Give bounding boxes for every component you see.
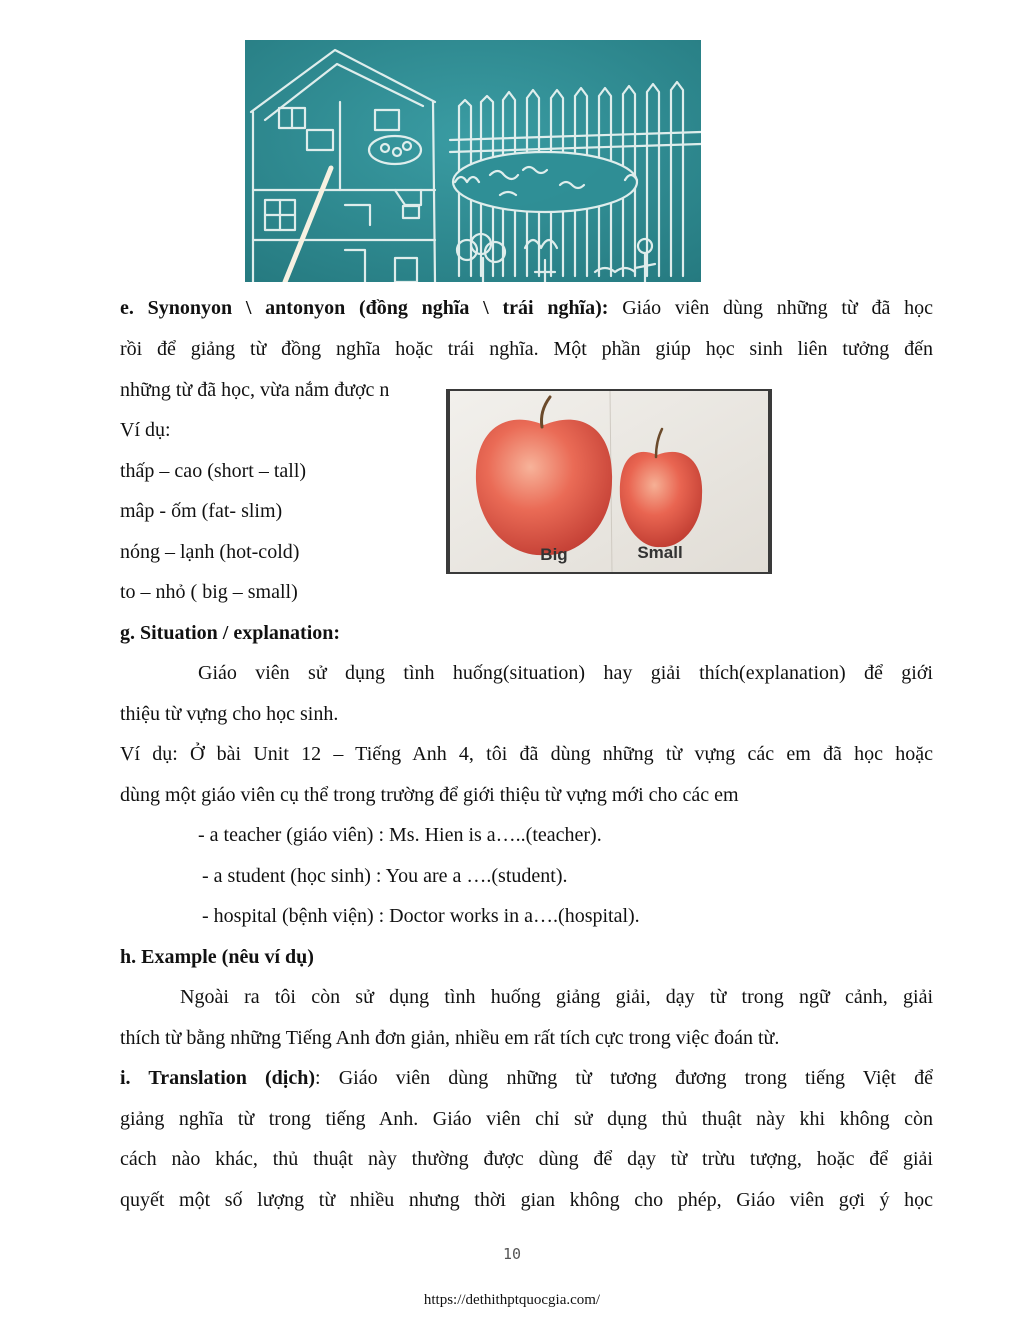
- example-item: nóng – lạnh (hot-cold): [120, 541, 300, 563]
- section-h-heading: h. Example (nêu ví dụ): [120, 946, 314, 968]
- section-h-line-1: Ngoài ra tôi còn sử dụng tình huống giảng giải, dạy từ trong ngữ cảnh, giải: [180, 986, 933, 1008]
- section-g-example-line-2: dùng một giáo viên cụ thể trong trường để giới thiệu từ vựng mới cho các em: [120, 784, 739, 806]
- section-e-example-label: Ví dụ:: [120, 419, 171, 441]
- section-i-line-2: giảng nghĩa từ trong tiếng Anh. Giáo viên chỉ sử dụng thủ thuật này khi không còn: [120, 1108, 933, 1130]
- section-i-line-1: [120, 1066, 933, 1090]
- apples-svg: [446, 389, 772, 574]
- small-label: Small: [637, 543, 683, 562]
- footer-url-link[interactable]: https://dethithptquocgia.com/: [423, 1292, 601, 1308]
- section-e-line-3: những từ đã học, vừa nắm được n: [120, 379, 390, 401]
- section-e-line-1: [120, 296, 933, 320]
- section-g-paragraph-line-1: Giáo viên sử dụng tình huống(situation) hay giải thích(explanation) để giới: [198, 662, 933, 684]
- section-e-heading: e. Synonyon \ antonyon (đồng nghĩa \ trái nghĩa):: [120, 297, 609, 319]
- apples-photo: [446, 389, 772, 574]
- example-item: thấp – cao (short – tall): [120, 460, 307, 482]
- page-number: 10: [502, 1245, 522, 1263]
- big-label: Big: [540, 545, 568, 564]
- section-i-line-3: cách nào khác, thủ thuật này thường được dùng để dạy từ trừu tượng, hoặc để giải: [120, 1148, 933, 1170]
- section-i-heading: i. Translation (dịch): [120, 1067, 316, 1089]
- section-g-heading: g. Situation / explanation:: [120, 622, 341, 644]
- section-e-intro: Giáo viên dùng những từ đã học: [608, 297, 933, 319]
- chalkboard-drawing-svg: [245, 40, 701, 282]
- vocab-item: - a student (học sinh) : You are a ….(student).: [202, 865, 568, 887]
- section-g-example-line-1: Ví dụ: Ở bài Unit 12 – Tiếng Anh 4, tôi đã dùng những từ vựng các em đã học hoặc: [120, 743, 933, 765]
- section-h-line-2: thích từ bằng những Tiếng Anh đơn giản, nhiều em rất tích cực trong việc đoán từ.: [120, 1027, 780, 1049]
- section-i-intro: : Giáo viên dùng những từ tương đương trong tiếng Việt để: [315, 1067, 933, 1089]
- vocab-item: - a teacher (giáo viên) : Ms. Hien is a…..(teacher).: [198, 824, 602, 846]
- example-item: mâp - ốm (fat- slim): [120, 500, 283, 522]
- chalkboard-drawing-image: [245, 40, 701, 282]
- vocab-item: - hospital (bệnh viện) : Doctor works in a….(hospital).: [202, 905, 640, 927]
- section-g-paragraph-line-2: thiệu từ vựng cho học sinh.: [120, 703, 339, 725]
- section-i-line-4: quyết một số lượng từ nhiều nhưng thời gian không cho phép, Giáo viên gợi ý học: [120, 1189, 933, 1211]
- section-e-line-2: rồi để giảng từ đồng nghĩa hoặc trái nghĩa. Một phần giúp học sinh liên tưởng đến: [120, 338, 933, 360]
- example-item: to – nhỏ ( big – small): [120, 581, 298, 603]
